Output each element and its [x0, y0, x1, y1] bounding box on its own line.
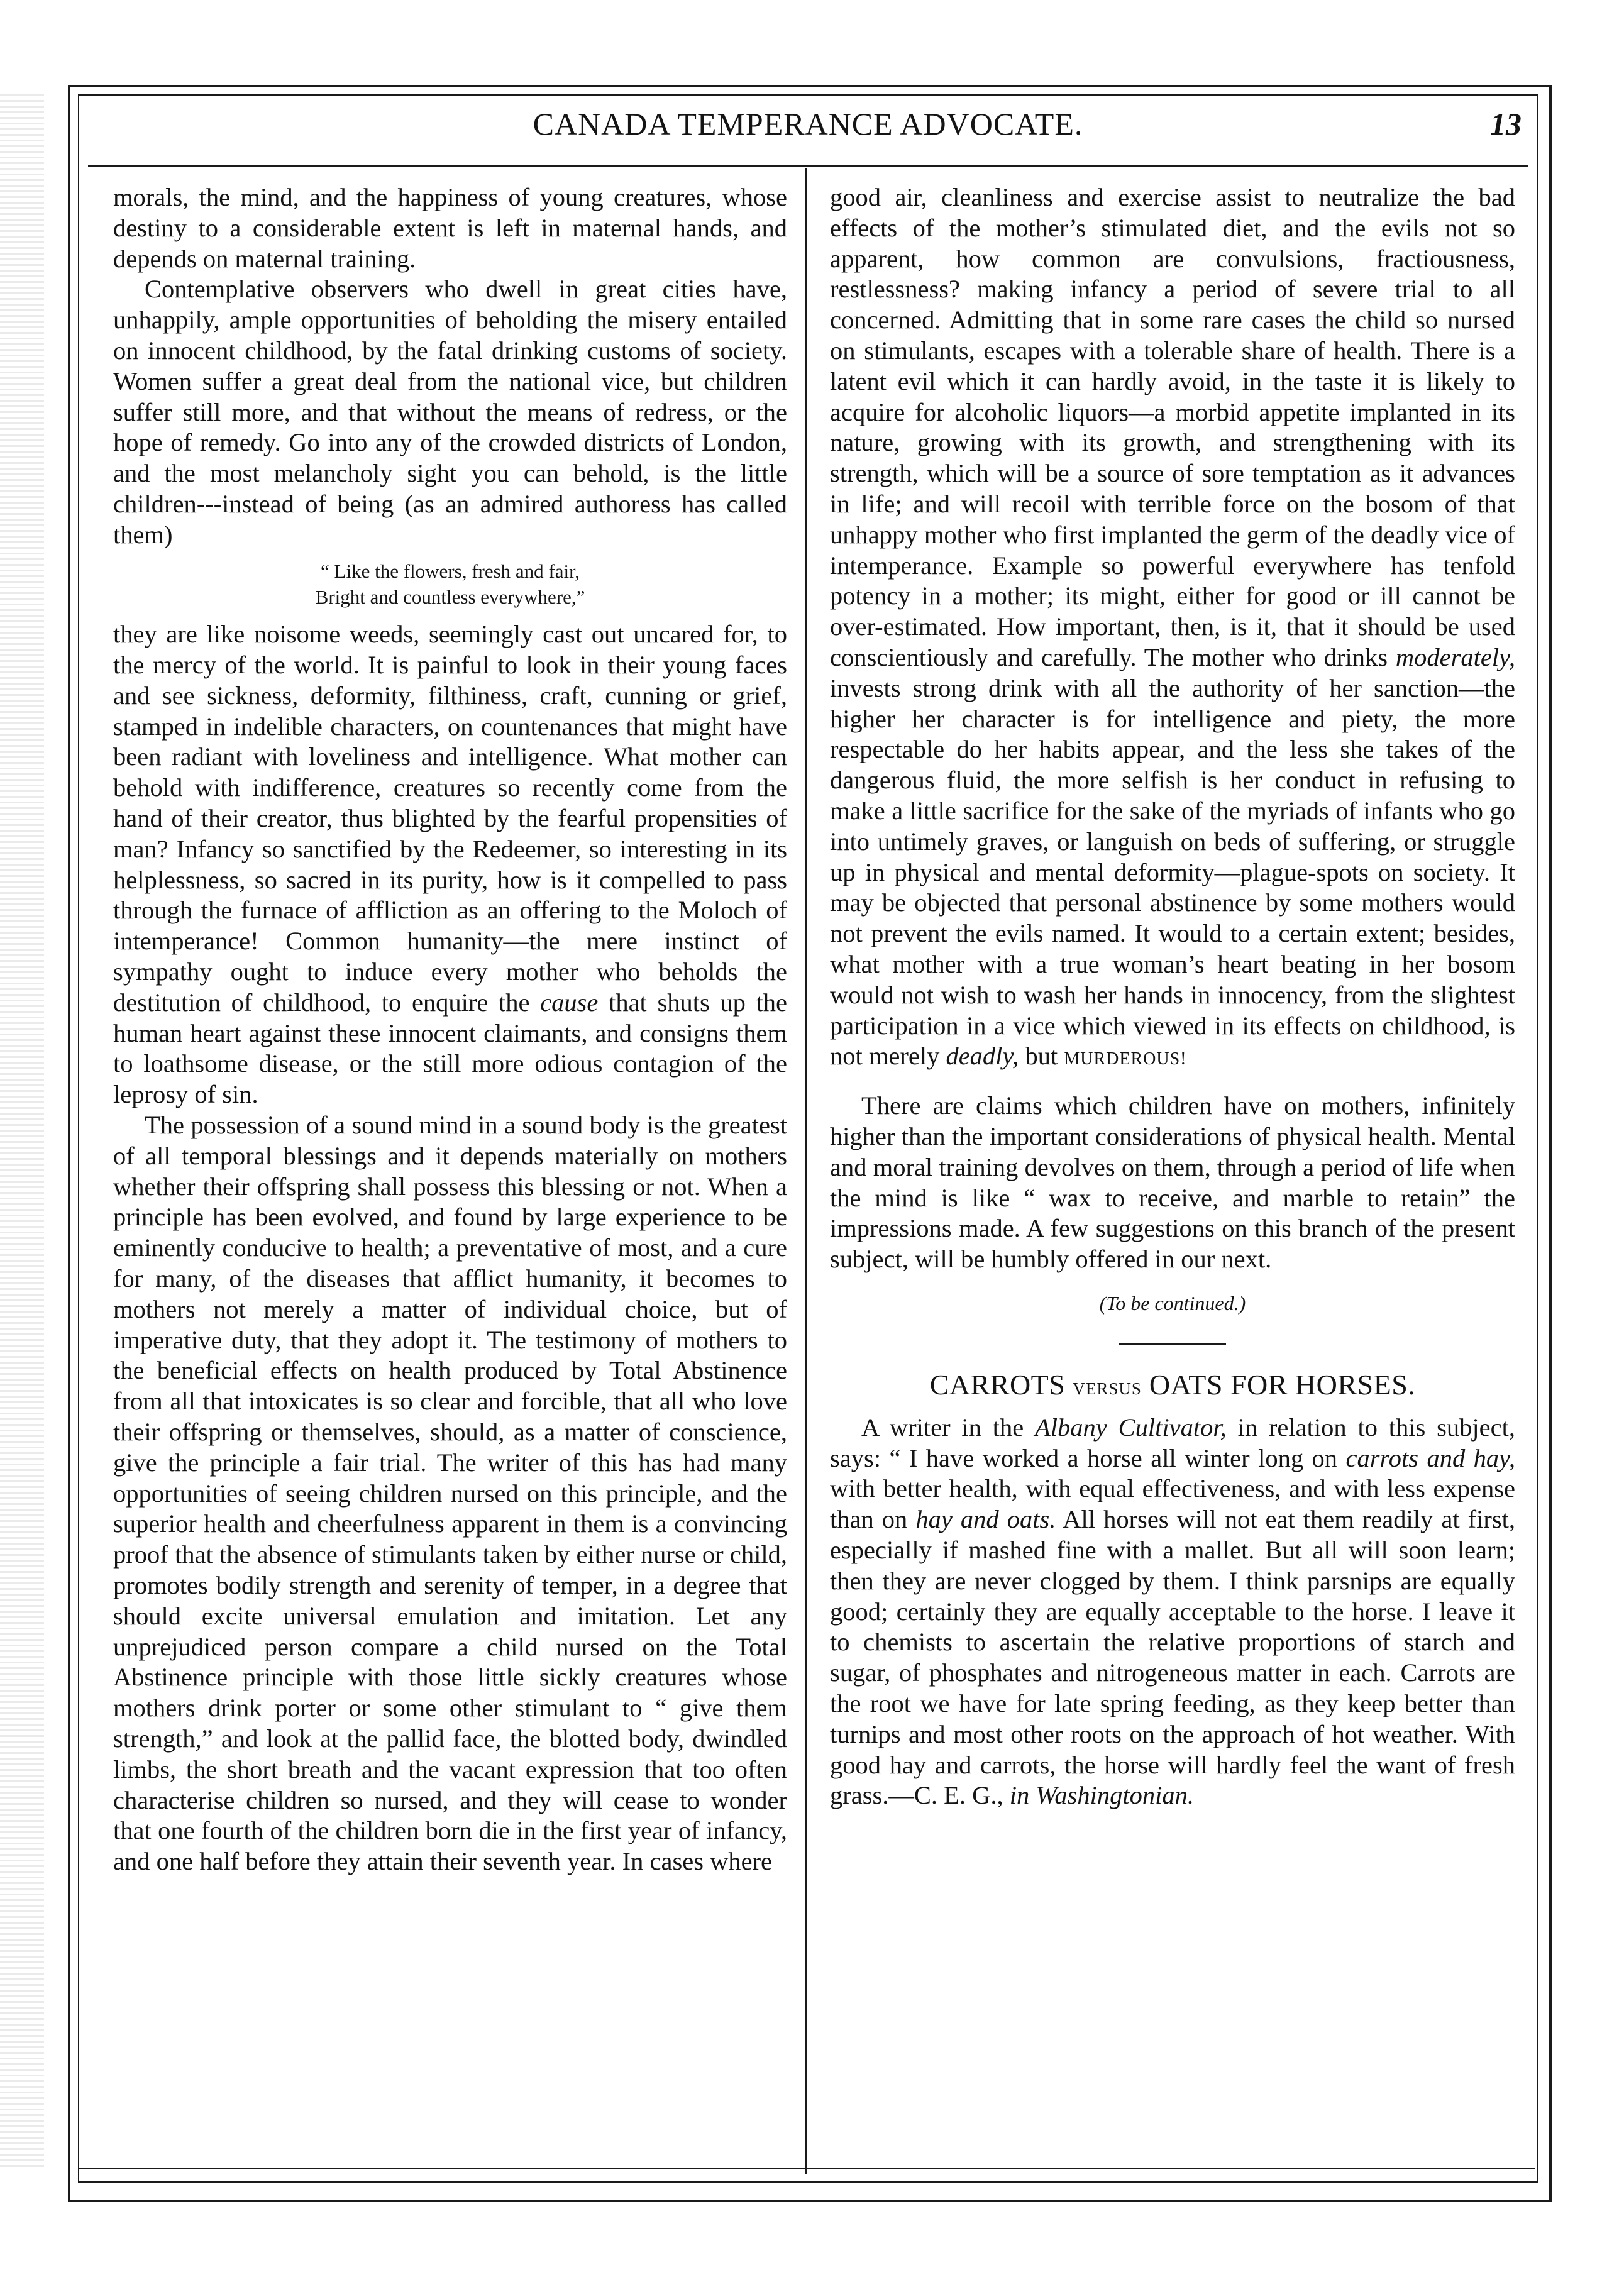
running-head: CANADA TEMPERANCE ADVOCATE. [533, 106, 1083, 141]
verse-quotation [113, 558, 787, 611]
column-divider [805, 168, 807, 2174]
source-attribution: in Washingtonian. [1009, 1781, 1195, 1810]
left-column [113, 182, 787, 1877]
paragraph-continuation: morals, the mind, and the happiness of young creatures, whose destiny to a considerable extent is left in maternal hands, and depends on maternal training. [113, 183, 787, 273]
paragraph-observers: Contemplative observers who dwell in great cities have, unhappily, ample opportunities of beholding the misery entailed on innocent childhood, by the fatal drinking customs of society. Women suffer a great deal from the national vice, but children suffer still more, and that without the means of redress, or the hope of remedy. Go into any of the crowded districts of London, and the most melancholy sight you can behold, is the little children---instead of being (as an admired authoress has called them) [113, 275, 787, 549]
section-title: CARROTS VERSUS OATS FOR HORSES. [929, 1369, 1416, 1401]
emphasis-deadly: deadly, [946, 1042, 1019, 1071]
page-number: 13 [1490, 106, 1522, 141]
paragraph-sound-mind: The possession of a sound mind in a sound body is the greatest of all temporal blessings and it depends materially on mothers whether their offspring shall possess this blessing or not. When a principle has been evolved, and found by large experience to be eminently conducive to health; a preventative of most, and a cure for many, of the diseases that afflict humanity, it becomes to mothers not merely a matter of individual choice, but of imperative duty, that they adopt it. The testimony of mothers to the beneficial effects on health produced by Total Abstinence from all that intoxicates is so clear and forcible, that all who love their offspring or themselves, should, as a matter of conscience, give the principle a fair trial. The writer of this has had many opportunities of seeing children nursed on this principle, and the superior health and cheerfulness apparent in them is a convincing proof that the absence of stimulants taken by either nurse or child, promotes bodily strength and serenity of temper, in a degree that should excite universal emulation and imitation. Let any unprejudiced person compare a child nursed on the Total Abstinence principle with those little sickly creatures whose mothers drink porter or some other stimulant to “ give them strength,” and look at the pallid face, the blotted body, dwindled limbs, the short breath and the vacant expression that too often characterise children so nursed, and they will cease to wonder that one fourth of the children born die in the first year of infancy, and one half before they attain their seventh year. In cases where [113, 1111, 787, 1876]
to-be-continued: (To be continued.) [1099, 1291, 1246, 1315]
emphasis-murderous: MURDEROUS! [1064, 1049, 1187, 1069]
paragraph-noisome-weeds: they are like noisome weeds, seemingly cast out uncared for, to the mercy of the world. It is painful to look in their young faces and see sickness, deformity, filthiness, craft, cunning or grief, stamped in indelible characters, on countenances that might have been radiant with loveliness and intelligence. What mother can behold with indifference, creatures so recently come from the hand of their creator, thus blighted by the fearful propensities of man? Infancy so sanctified by the Redeemer, so interesting in its helplessness, so sacred in its purity, how is it compelled to pass through the furnace of affliction as an offering to the Moloch of intemperance! Common humanity—the mere instinct of sympathy ought to induce every mother who beholds the destitution of childhood, to enquire the cause that shuts up the human heart against these innocent claimants, and consigns them to loathsome disease, or the still more odious contagion of the leprosy of sin. [113, 620, 788, 1109]
paragraph-carrots: A writer in the Albany Cultivator, in relation to this subject, says: “ I have worked a horse all winter long on carrots and hay, with better health, with equal effectiveness, and with less expense than on hay and oats. All horses will not eat them readily at first, especially if mashed fine with a mallet. But all will soon learn; then they are never clogged by them. I think parsnips are equally good; certainly they are equally acceptable to the horse. I leave it to chemists to ascertain the relative proportions of starch and sugar, of phosphates and nitrogeneous matter in each. Carrots are the root we have for late spring feeding, as they keep better than turnips and most other roots on the approach of hot weather. With good hay and carrots, the horse will hardly feel the want of fresh grass.—C. E. G., in Washingtonian. [830, 1413, 1516, 1810]
header-rule [88, 165, 1528, 167]
verse-line-1: “ Like the flowers, fresh and fair, [321, 560, 580, 582]
right-column [830, 182, 1515, 1811]
journal-title: Albany Cultivator, [1035, 1413, 1227, 1442]
paragraph-good-air: good air, cleanliness and exercise assist to neutralize the bad effects of the mother’s stimulated diet, and the evils not so apparent, how common are convulsions, fractiousness, restlessness? making infancy a period of severe trial to all concerned. Admitting that in some rare cases the child so nursed on stimulants, escapes with a tolerable share of health. There is a latent evil which it can hardly avoid, in the taste it is likely to acquire for alcoholic liquors—a morbid appetite implanted in its nature, growing with its growth, and strengthening with its strength, which will be a source of sore temptation as it advances in life; and will recoil with terrible force on the bosom of that unhappy mother who first implanted the germ of the deadly vice of intemperance. Example so powerful everywhere has tenfold potency in a mother; its might, either for good or ill cannot be over-estimated. How important, then, is it, that it should be used conscientiously and carefully. The mother who drinks moderately, invests strong drink with all the authority of her sanction—the higher her character is for intelligence and piety, the more respectable do her habits appear, and the less she takes of the dangerous fluid, the more selfish is her conduct in refusing to make a little sacrifice for the sake of the myriads of infants who go into untimely graves, or languish on beds of suffering, or struggle up in physical and mental deformity—plague-spots on society. It may be objected that personal abstinence by some mothers would not prevent the evils named. It would to a certain extent; besides, what mother with a true woman’s heart beating in her bosom would not wish to wash her hands in innocency, from the slightest participation in a vice which viewed in its effects on childhood, is not merely deadly, but MURDEROUS! [830, 183, 1515, 1071]
page-header [88, 101, 1528, 151]
emphasis-moderately: moderately, [1395, 642, 1515, 671]
verse-line-2: Bright and countless everywhere,” [315, 586, 585, 609]
binding-edge-texture [0, 94, 44, 2169]
footer-rule [78, 2168, 1535, 2169]
paragraph-claims: There are claims which children have on mothers, infinitely higher than the important considerations of physical health. Mental and moral training devolves on them, through a period of life when the mind is like “ wax to receive, and marble to retain” the impressions made. A few suggestions on this branch of the present subject, will be humbly offered in our next. [830, 1091, 1515, 1274]
section-separator [1119, 1343, 1226, 1345]
emphasis-cause: cause [540, 988, 599, 1017]
